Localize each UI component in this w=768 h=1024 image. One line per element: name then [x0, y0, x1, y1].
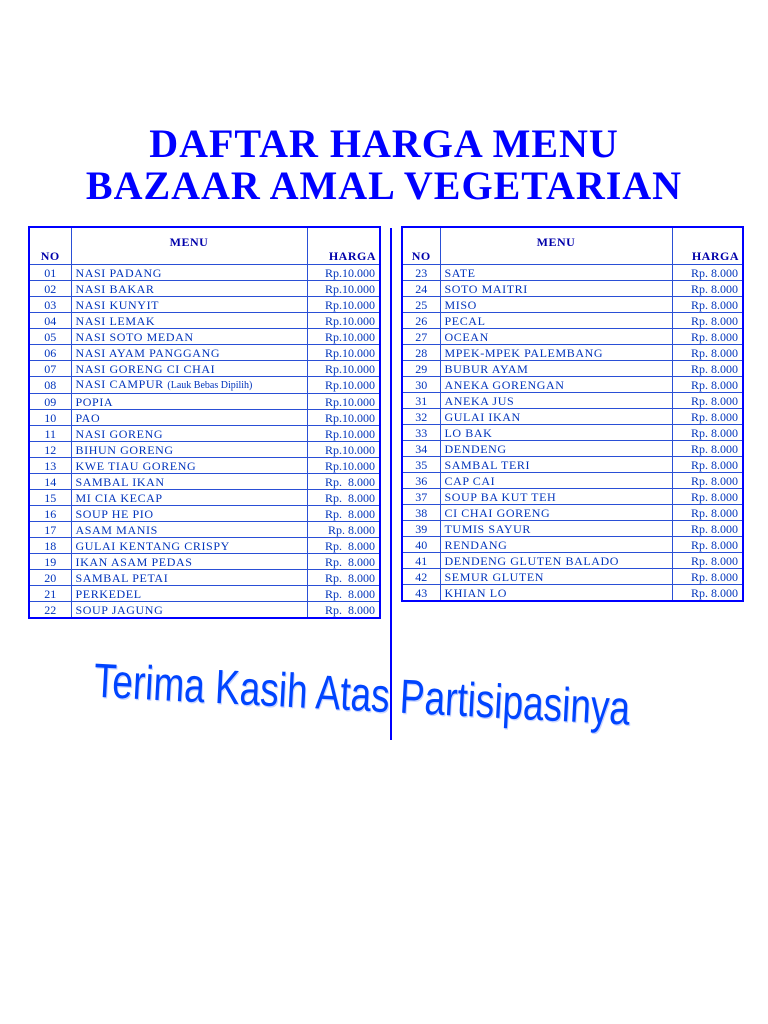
table-row: [402, 265, 743, 281]
menu-item-name: MISO: [444, 297, 477, 312]
row-number: 34: [402, 441, 440, 457]
menu-item-name: SAMBAL TERI: [444, 457, 531, 472]
menu-price: Rp. 8.000: [307, 570, 380, 586]
menu-item: [440, 393, 672, 409]
menu-price: Rp.10.000: [307, 297, 380, 313]
menu-item-name: ANEKA JUS: [444, 393, 515, 408]
table-row: [29, 602, 380, 619]
table-row: [29, 426, 380, 442]
menu-price: Rp.10.000: [307, 442, 380, 458]
menu-item: [440, 425, 672, 441]
table-row: [402, 489, 743, 505]
menu-price: Rp. 8.000: [672, 457, 743, 473]
row-number: 25: [402, 297, 440, 313]
menu-price: Rp. 8.000: [672, 265, 743, 281]
menu-item: [440, 553, 672, 569]
menu-item: [71, 570, 307, 586]
table-row: [29, 522, 380, 538]
menu-item-name: CAP CAI: [444, 473, 496, 488]
menu-item-name: GULAI IKAN: [444, 409, 521, 424]
menu-item-name: LO BAK: [444, 425, 493, 440]
menu-item-name: NASI CAMPUR: [75, 377, 164, 391]
menu-price: Rp.10.000: [307, 265, 380, 281]
menu-item-note: (Lauk Bebas Dipilih): [167, 380, 253, 391]
table-row: [29, 442, 380, 458]
table-row: [402, 409, 743, 425]
menu-item: [71, 410, 307, 426]
menu-item-name: KHIAN LO: [444, 585, 507, 600]
menu-item: [71, 329, 307, 345]
menu-item: [71, 426, 307, 442]
menu-item-name: NASI KUNYIT: [75, 297, 160, 312]
table-row: [29, 458, 380, 474]
menu-item: [440, 329, 672, 345]
menu-price: Rp.10.000: [307, 410, 380, 426]
menu-item-name: NASI BAKAR: [75, 281, 155, 296]
table-row: [402, 297, 743, 313]
menu-item: [440, 345, 672, 361]
menu-item: [440, 489, 672, 505]
menu-price: Rp. 8.000: [672, 281, 743, 297]
menu-item: [71, 297, 307, 313]
menu-item-name: GULAI KENTANG CRISPY: [75, 538, 230, 553]
menu-item-name: PAO: [75, 410, 101, 425]
header-price: HARGA: [307, 227, 380, 265]
table-row: [29, 345, 380, 361]
menu-item-name: NASI PADANG: [75, 265, 163, 280]
header-price: HARGA: [672, 227, 743, 265]
menu-price: Rp. 8.000: [672, 297, 743, 313]
menu-item-name: DENDENG: [444, 441, 507, 456]
table-row: [29, 313, 380, 329]
menu-item-name: DENDENG GLUTEN BALADO: [444, 553, 620, 568]
menu-item: [440, 361, 672, 377]
header-menu: MENU: [440, 227, 672, 265]
row-number: 16: [29, 506, 71, 522]
menu-item-name: MPEK-MPEK PALEMBANG: [444, 345, 604, 360]
header-no: NO: [402, 227, 440, 265]
menu-item-name: SOUP JAGUNG: [75, 602, 164, 617]
row-number: 43: [402, 585, 440, 602]
menu-price: Rp. 8.000: [672, 585, 743, 602]
table-row: [29, 490, 380, 506]
table-row: [402, 281, 743, 297]
row-number: 20: [29, 570, 71, 586]
menu-price: Rp. 8.000: [672, 553, 743, 569]
menu-price: Rp. 8.000: [672, 329, 743, 345]
menu-item: [71, 442, 307, 458]
row-number: 04: [29, 313, 71, 329]
menu-price: Rp. 8.000: [307, 522, 380, 538]
menu-item: [71, 554, 307, 570]
table-row: [29, 410, 380, 426]
table-row: [402, 569, 743, 585]
menu-price: Rp. 8.000: [672, 409, 743, 425]
table-row: [402, 473, 743, 489]
menu-item-name: TUMIS SAYUR: [444, 521, 532, 536]
menu-item: [71, 361, 307, 377]
row-number: 40: [402, 537, 440, 553]
menu-item-name: SOUP BA KUT TEH: [444, 489, 557, 504]
table-header-row: [29, 227, 380, 265]
header-menu: MENU: [71, 227, 307, 265]
menu-item: [440, 409, 672, 425]
row-number: 30: [402, 377, 440, 393]
table-row: [402, 393, 743, 409]
table-row: [29, 570, 380, 586]
menu-item: [71, 281, 307, 297]
row-number: 24: [402, 281, 440, 297]
row-number: 37: [402, 489, 440, 505]
thank-you-message: Terima Kasih Atas Partisipasinya: [92, 653, 632, 736]
row-number: 17: [29, 522, 71, 538]
menu-price: Rp. 8.000: [672, 489, 743, 505]
table-row: [29, 474, 380, 490]
menu-item: [440, 473, 672, 489]
menu-item: [440, 441, 672, 457]
table-row: [402, 505, 743, 521]
menu-item-name: NASI SOTO MEDAN: [75, 329, 194, 344]
table-row: [29, 281, 380, 297]
menu-table-left: [28, 226, 381, 619]
menu-item-name: NASI LEMAK: [75, 313, 156, 328]
table-row: [29, 265, 380, 281]
menu-item-name: SATE: [444, 265, 476, 280]
row-number: 28: [402, 345, 440, 361]
row-number: 35: [402, 457, 440, 473]
menu-item-name: NASI GORENG CI CHAI: [75, 361, 216, 376]
row-number: 39: [402, 521, 440, 537]
menu-item-name: ASAM MANIS: [75, 522, 158, 537]
table-row: [29, 538, 380, 554]
menu-item: [71, 265, 307, 281]
menu-price: Rp.10.000: [307, 313, 380, 329]
menu-price: Rp. 8.000: [307, 602, 380, 619]
table-row: [402, 425, 743, 441]
row-number: 22: [29, 602, 71, 619]
menu-price: Rp. 8.000: [672, 505, 743, 521]
row-number: 32: [402, 409, 440, 425]
row-number: 10: [29, 410, 71, 426]
menu-item: [71, 490, 307, 506]
menu-price: Rp. 8.000: [672, 425, 743, 441]
menu-item: [71, 506, 307, 522]
menu-item: [71, 377, 307, 394]
table-row: [29, 554, 380, 570]
row-number: 33: [402, 425, 440, 441]
menu-item: [440, 297, 672, 313]
menu-price: Rp.10.000: [307, 377, 380, 394]
row-number: 11: [29, 426, 71, 442]
row-number: 14: [29, 474, 71, 490]
menu-item: [71, 474, 307, 490]
menu-table-right-body: [402, 265, 743, 602]
row-number: 15: [29, 490, 71, 506]
menu-item: [440, 505, 672, 521]
menu-item: [71, 522, 307, 538]
row-number: 06: [29, 345, 71, 361]
menu-item-name: MI CIA KECAP: [75, 490, 163, 505]
table-row: [402, 553, 743, 569]
menu-price: Rp.10.000: [307, 426, 380, 442]
menu-price: Rp.10.000: [307, 345, 380, 361]
row-number: 31: [402, 393, 440, 409]
menu-item: [440, 265, 672, 281]
menu-item: [71, 458, 307, 474]
row-number: 05: [29, 329, 71, 345]
menu-price: Rp. 8.000: [672, 313, 743, 329]
menu-item-name: PERKEDEL: [75, 586, 142, 601]
row-number: 09: [29, 394, 71, 410]
menu-price: Rp. 8.000: [307, 506, 380, 522]
row-number: 19: [29, 554, 71, 570]
menu-item: [440, 537, 672, 553]
row-number: 42: [402, 569, 440, 585]
table-row: [402, 345, 743, 361]
menu-item: [440, 281, 672, 297]
row-number: 18: [29, 538, 71, 554]
table-row: [29, 394, 380, 410]
menu-item: [71, 345, 307, 361]
menu-price: Rp. 8.000: [672, 377, 743, 393]
menu-price: Rp.10.000: [307, 329, 380, 345]
menu-price: Rp. 8.000: [307, 490, 380, 506]
row-number: 29: [402, 361, 440, 377]
row-number: 23: [402, 265, 440, 281]
menu-price: Rp. 8.000: [307, 586, 380, 602]
table-row: [29, 506, 380, 522]
menu-item-name: SAMBAL IKAN: [75, 474, 165, 489]
row-number: 41: [402, 553, 440, 569]
table-row: [402, 313, 743, 329]
menu-item-name: SOUP HE PIO: [75, 506, 154, 521]
table-row: [29, 586, 380, 602]
menu-item-name: ANEKA GORENGAN: [444, 377, 565, 392]
menu-item-name: RENDANG: [444, 537, 508, 552]
menu-price: Rp. 8.000: [672, 537, 743, 553]
menu-price: Rp.10.000: [307, 394, 380, 410]
menu-item: [71, 394, 307, 410]
row-number: 02: [29, 281, 71, 297]
menu-price: Rp. 8.000: [672, 569, 743, 585]
menu-price: Rp. 8.000: [672, 441, 743, 457]
menu-price: Rp. 8.000: [672, 361, 743, 377]
table-row: [29, 297, 380, 313]
table-row: [29, 329, 380, 345]
table-row: [402, 585, 743, 602]
row-number: 12: [29, 442, 71, 458]
menu-table-left-body: [29, 265, 380, 619]
menu-item-name: CI CHAI GORENG: [444, 505, 551, 520]
menu-item: [440, 585, 672, 602]
menu-item-name: OCEAN: [444, 329, 489, 344]
menu-item: [71, 538, 307, 554]
menu-item-name: NASI AYAM PANGGANG: [75, 345, 221, 360]
menu-price: Rp. 8.000: [307, 538, 380, 554]
table-header-row: [402, 227, 743, 265]
menu-item: [440, 313, 672, 329]
menu-item: [71, 313, 307, 329]
row-number: 36: [402, 473, 440, 489]
row-number: 13: [29, 458, 71, 474]
table-row: [402, 457, 743, 473]
menu-item-name: IKAN ASAM PEDAS: [75, 554, 193, 569]
menu-item-name: PECAL: [444, 313, 486, 328]
menu-price: Rp. 8.000: [672, 521, 743, 537]
row-number: 26: [402, 313, 440, 329]
table-row: [402, 329, 743, 345]
row-number: 07: [29, 361, 71, 377]
menu-item-name: KWE TIAU GORENG: [75, 458, 197, 473]
menu-price: Rp. 8.000: [672, 345, 743, 361]
menu-item: [440, 377, 672, 393]
table-row: [29, 377, 380, 394]
menu-item-name: BIHUN GORENG: [75, 442, 174, 457]
menu-price: Rp. 8.000: [672, 473, 743, 489]
menu-item: [71, 586, 307, 602]
menu-price: Rp.10.000: [307, 458, 380, 474]
menu-price: Rp. 8.000: [307, 474, 380, 490]
menu-price: Rp.10.000: [307, 361, 380, 377]
menu-item-name: SAMBAL PETAI: [75, 570, 169, 585]
menu-item: [440, 521, 672, 537]
table-row: [402, 361, 743, 377]
row-number: 27: [402, 329, 440, 345]
table-row: [29, 361, 380, 377]
menu-table-right: [401, 226, 744, 602]
table-row: [402, 521, 743, 537]
column-divider: [390, 228, 392, 740]
menu-item-name: POPIA: [75, 394, 114, 409]
menu-price: Rp. 8.000: [307, 554, 380, 570]
table-row: [402, 537, 743, 553]
menu-price: Rp. 8.000: [672, 393, 743, 409]
table-row: [402, 441, 743, 457]
header-no: NO: [29, 227, 71, 265]
row-number: 08: [29, 377, 71, 394]
menu-item: [71, 602, 307, 619]
menu-item-name: SOTO MAITRI: [444, 281, 528, 296]
menu-item-name: SEMUR GLUTEN: [444, 569, 545, 584]
menu-price: Rp.10.000: [307, 281, 380, 297]
row-number: 21: [29, 586, 71, 602]
menu-item: [440, 569, 672, 585]
page-title: DAFTAR HARGA MENU: [149, 121, 619, 166]
row-number: 01: [29, 265, 71, 281]
menu-item-name: BUBUR AYAM: [444, 361, 529, 376]
menu-item: [440, 457, 672, 473]
menu-item-name: NASI GORENG: [75, 426, 164, 441]
row-number: 03: [29, 297, 71, 313]
page-subtitle: BAZAAR AMAL VEGETARIAN: [85, 163, 683, 208]
row-number: 38: [402, 505, 440, 521]
table-row: [402, 377, 743, 393]
